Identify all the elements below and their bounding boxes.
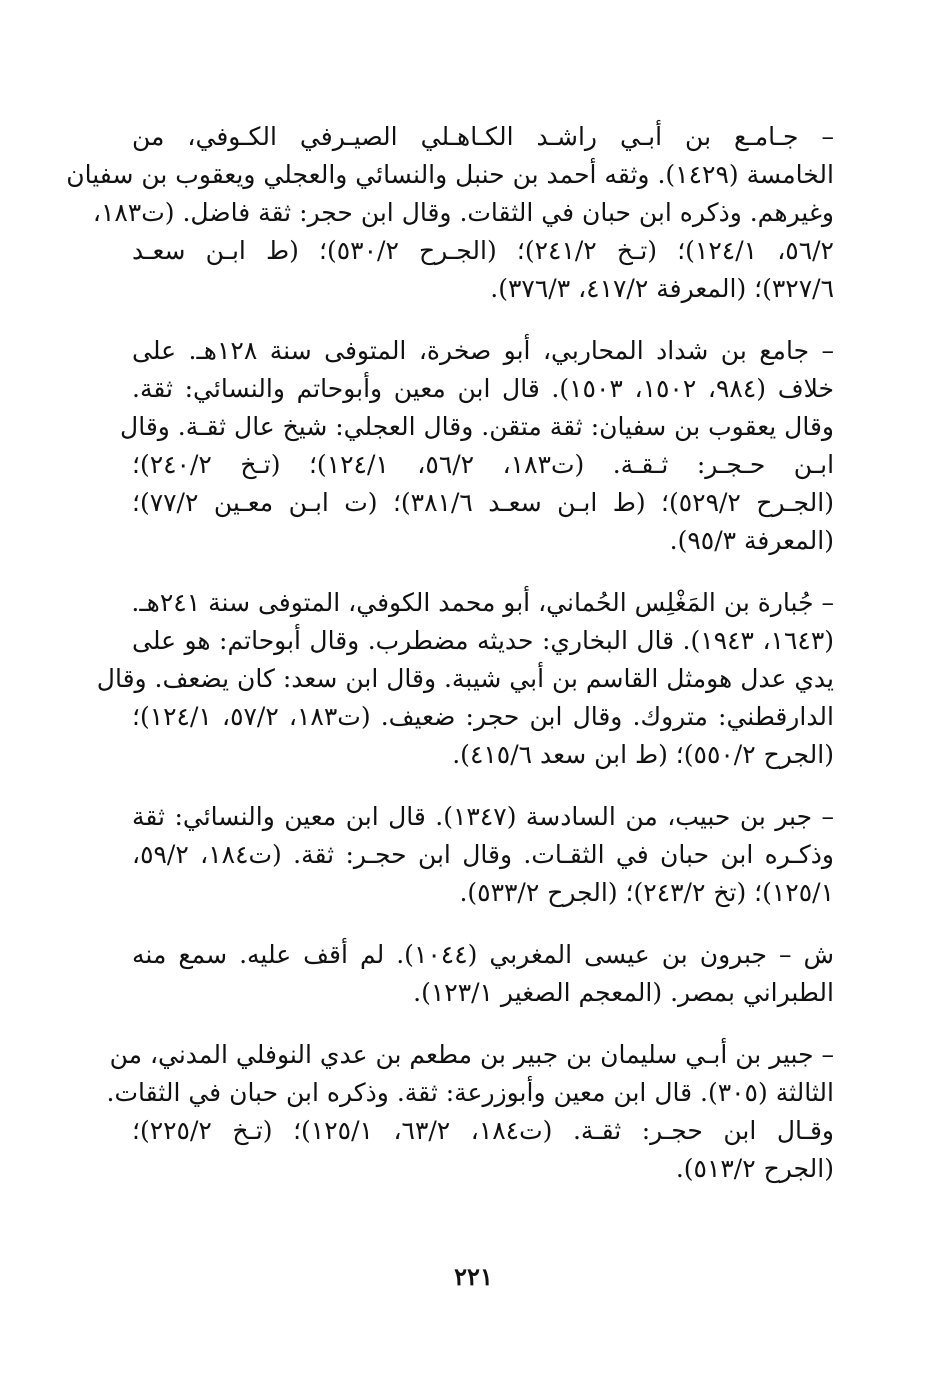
text-line: وقـال ابن حجـر: ثقـة. (ت١٨٤، ٦٣/٢، ١٢٥/١)؛ (تـخ ٢٢٥/٢)؛ (132, 1116, 834, 1145)
text-line: (الجـرح ٥٢٩/٢)؛ (ط ابـن سعـد ٣٨١/٦)؛ (ت ابـن معـين ٧٧/٢)؛ (132, 488, 834, 517)
entry-jubara-ibn-al-mughlis (96, 584, 835, 774)
text-line: الثالثة (٣٠٥). قال ابن معين وأبوزرعة: ثقة. وذكره ابن حبان في الثقات. (106, 1078, 834, 1107)
text-line: – جبر بن حبيب، من السادسة (١٣٤٧). قال ابن معين والنسائي: ثقة (132, 802, 834, 831)
text-line: – جـامـع بن أبـي راشـد الكـاهـلي الصيـرفي الكـوفي، من (132, 122, 834, 151)
text-line: وقال يعقوب بن سفيان: ثقة متقن. وقال العجلي: شيخ عال ثقـة. وقال (120, 412, 834, 441)
entry-jubayr-ibn-abi-sulayman (106, 1036, 834, 1188)
text-line: – جبير بن أبـي سليمان بن جبير بن مطعم بن عدي النوفلي المدني، من (109, 1040, 834, 1069)
page-number: ٢٢١ (454, 1262, 493, 1291)
text-line: ١٢٥/١)؛ (تخ ٢٤٣/٢)؛ (الجرح ٥٣٣/٢). (459, 878, 834, 907)
text-line: – جُبارة بن المَغْلِس الحُماني، أبو محمد الكوفي، المتوفى سنة ٢٤١هـ. (131, 588, 834, 617)
text-line: وغيرهم. وذكره ابن حبان في الثقات. وقال ابن حجر: ثقة فاضل. (ت١٨٣، (92, 198, 834, 227)
text-line: ش – جبرون بن عيسى المغربي (١٠٤٤). لم أقف عليه. سمع منه (132, 940, 834, 969)
text-line: (١٦٤٣، ١٩٤٣). قال البخاري: حديثه مضطرب. وقال أبوحاتم: هو على (132, 626, 835, 655)
text-line: (الجرح ٥١٣/٢). (675, 1154, 834, 1183)
text-line: وذكـره ابن حبان في الثقـات. وقال ابن حجـر: ثقة. (ت١٨٤، ٥٩/٢، (132, 840, 834, 869)
text-line: ٣٢٧/٦)؛ (المعرفة ٤١٧/٢، ٣٧٦/٣). (490, 274, 834, 303)
text-line: يدي عدل هومثل القاسم بن أبي شيبة. وقال ابن سعد: كان يضعف. وقال (96, 664, 834, 693)
text-line: ٥٦/٢، ١٢٤/١)؛ (تـخ ٢٤١/٢)؛ (الجـرح ٥٣٠/٢)؛ (ط ابـن سعـد (132, 236, 834, 265)
text-line: الخامسة (١٤٢٩). وثقه أحمد بن حنبل والنسائي والعجلي ويعقوب بن سفيان (66, 160, 834, 189)
entry-jami-ibn-shaddad (120, 332, 835, 560)
text-line: (المعرفة ٩٥/٣). (669, 526, 834, 555)
text-line: – جامع بن شداد المحاربي، أبو صخرة، المتوفى سنة ١٢٨هـ. على (132, 336, 834, 365)
text-line: الدارقطني: متروك. وقال ابن حجر: ضعيف. (ت١٨٣، ٥٧/٢، ١٢٤/١)؛ (132, 702, 834, 731)
text-line: خلاف (٩٨٤، ١٥٠٢، ١٥٠٣). قال ابن معين وأبوحاتم والنسائي: ثقة. (132, 374, 834, 403)
entry-jabrun-ibn-isa (132, 936, 834, 1012)
text-line: ابـن حـجـر: ثـقـة. (ت١٨٣، ٥٦/٢، ١٢٤/١)؛ (تـخ ٢٤٠/٢)؛ (132, 450, 835, 479)
entry-jami-ibn-abi-rashid (66, 118, 834, 308)
text-line: الطبراني بمصر. (المعجم الصغير ١٢٣/١). (413, 978, 834, 1007)
text-line: (الجرح ٥٥٠/٢)؛ (ط ابن سعد ٤١٥/٦). (452, 740, 834, 769)
page-body (66, 118, 835, 1212)
entry-jabr-ibn-habib (132, 798, 834, 912)
